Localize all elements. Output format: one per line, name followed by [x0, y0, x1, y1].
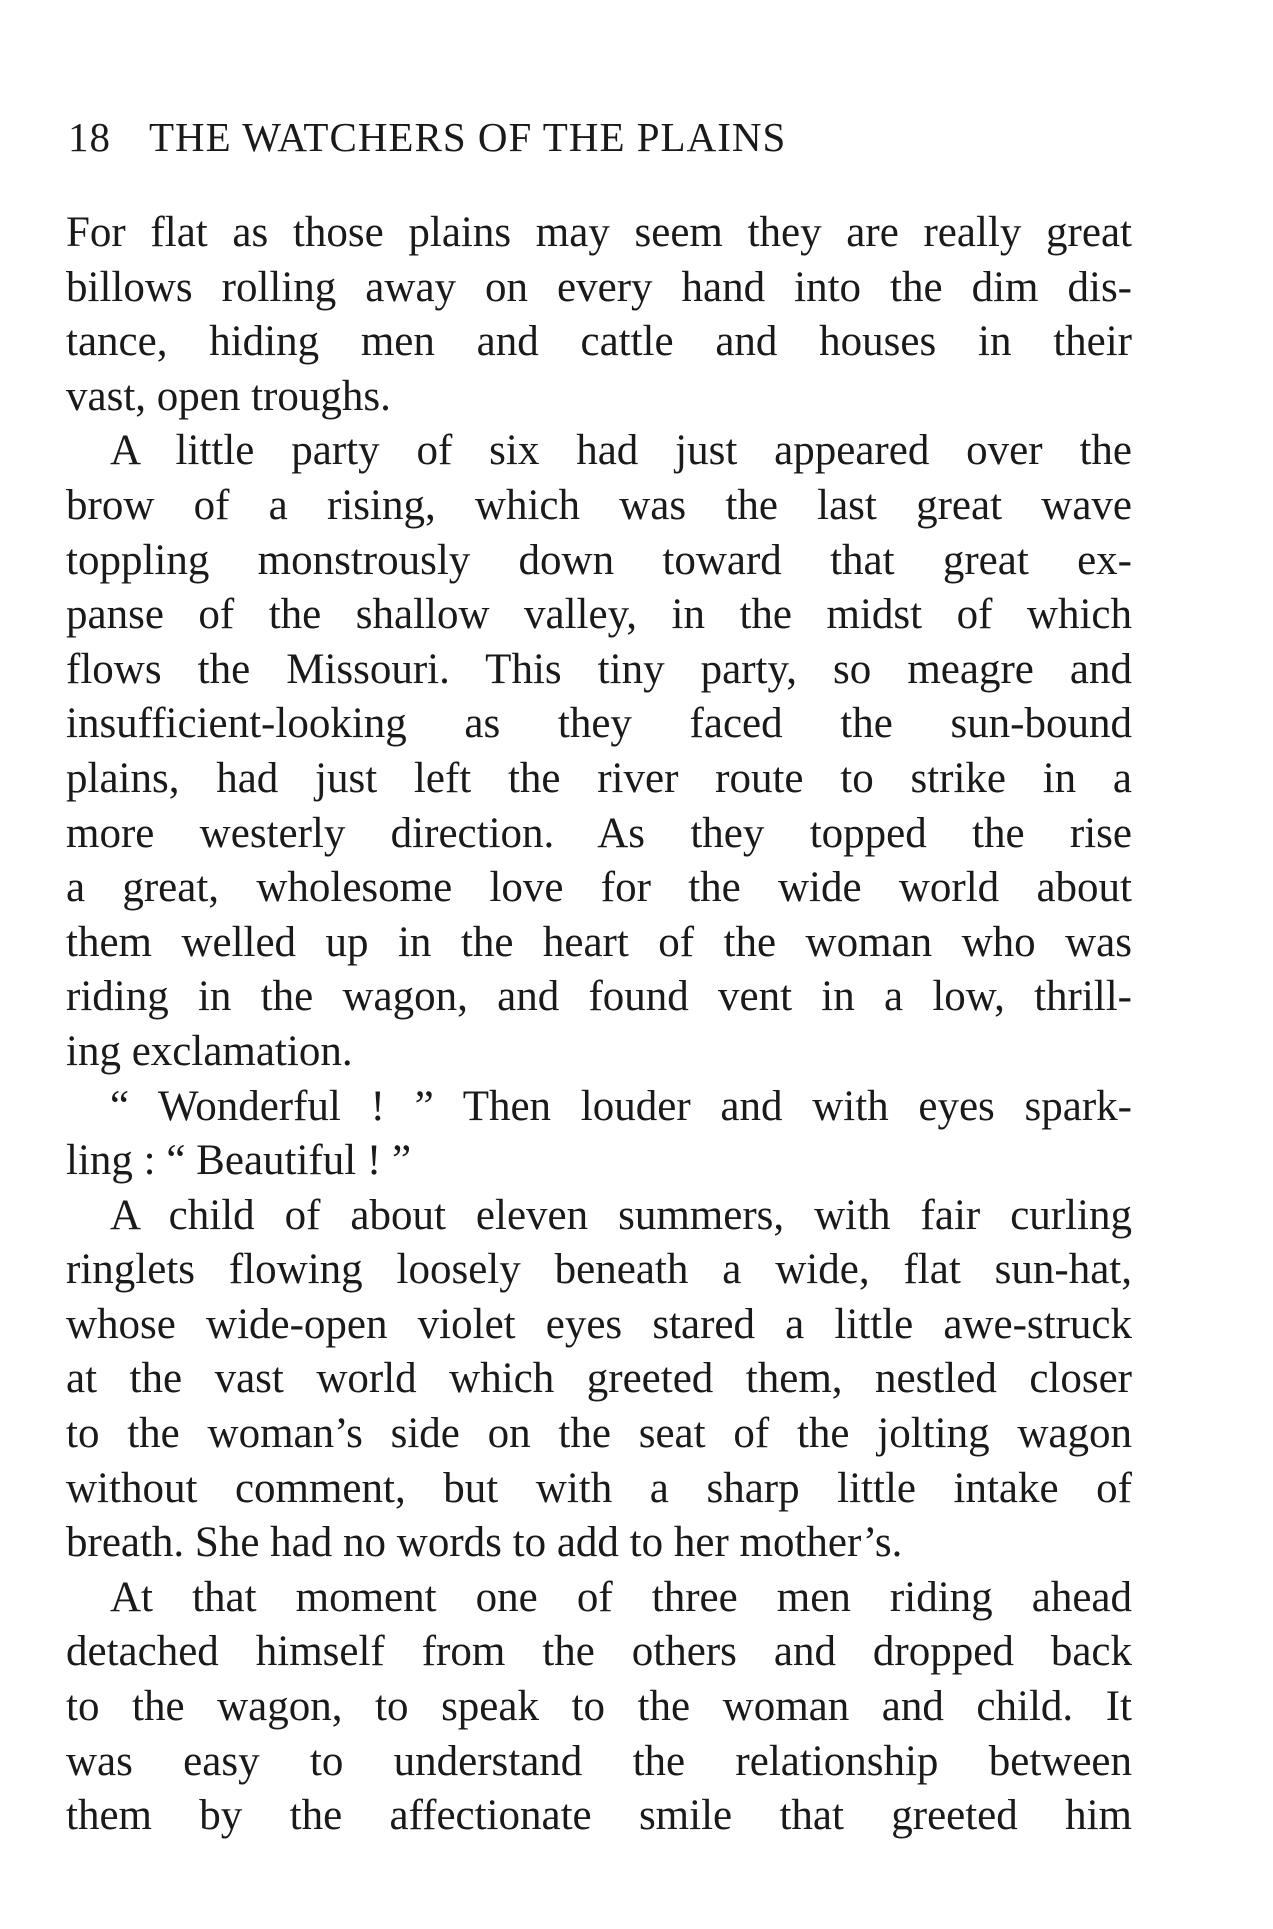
running-head	[68, 112, 1128, 162]
text-line: plains, had just left the river route to strike in a	[66, 754, 1132, 802]
text-line: to the woman’s side on the seat of the jolting wagon	[66, 1410, 1132, 1458]
text-line: insufficient-looking as they faced the sun-bound	[66, 700, 1132, 748]
text-line: at the vast world which greeted them, nestled closer	[66, 1355, 1132, 1403]
running-title: THE WATCHERS OF THE PLAINS	[149, 114, 787, 160]
text-line: without comment, but with a sharp little intake of	[66, 1464, 1132, 1512]
text-line: ling : “ Beautiful ! ”	[66, 1137, 412, 1185]
text-line: more westerly direction. As they topped the rise	[66, 809, 1132, 857]
text-line: a great, wholesome love for the wide world about	[66, 864, 1132, 912]
text-line: ing exclamation.	[66, 1027, 353, 1075]
text-line: billows rolling away on every hand into the dim dis-	[66, 263, 1132, 311]
text-line: flows the Missouri. This tiny party, so meagre and	[66, 645, 1132, 693]
text-line: was easy to understand the relationship between	[66, 1737, 1132, 1785]
text-line: “ Wonderful ! ” Then louder and with eyes spark-	[110, 1082, 1132, 1130]
text-line: At that moment one of three men riding ahead	[110, 1573, 1132, 1621]
text-line: For flat as those plains may seem they are really great	[66, 209, 1132, 256]
text-line: A child of about eleven summers, with fair curling	[110, 1191, 1132, 1239]
text-line: them welled up in the heart of the woman who was	[66, 918, 1132, 966]
text-line: to the wagon, to speak to the woman and child. It	[66, 1683, 1132, 1731]
text-line: tance, hiding men and cattle and houses in their	[66, 318, 1132, 366]
text-line: brow of a rising, which was the last great wave	[66, 481, 1132, 529]
text-line: riding in the wagon, and found vent in a low, thrill-	[66, 973, 1132, 1021]
text-line: them by the affectionate smile that greeted him	[66, 1792, 1132, 1840]
text-line: whose wide-open violet eyes stared a little awe-struck	[66, 1300, 1132, 1348]
text-line: toppling monstrously down toward that great ex-	[66, 536, 1132, 584]
text-line: panse of the shallow valley, in the midst of which	[66, 591, 1132, 639]
text-line: A little party of six had just appeared over the	[110, 427, 1132, 475]
body-text	[66, 206, 1132, 1844]
text-line: breath. She had no words to add to her mother’s.	[66, 1519, 903, 1567]
page-number: 18	[68, 114, 111, 160]
text-line: ringlets flowing loosely beneath a wide, flat sun-hat,	[66, 1246, 1132, 1294]
text-line: detached himself from the others and dropped back	[66, 1628, 1132, 1676]
text-line: vast, open troughs.	[66, 372, 391, 420]
